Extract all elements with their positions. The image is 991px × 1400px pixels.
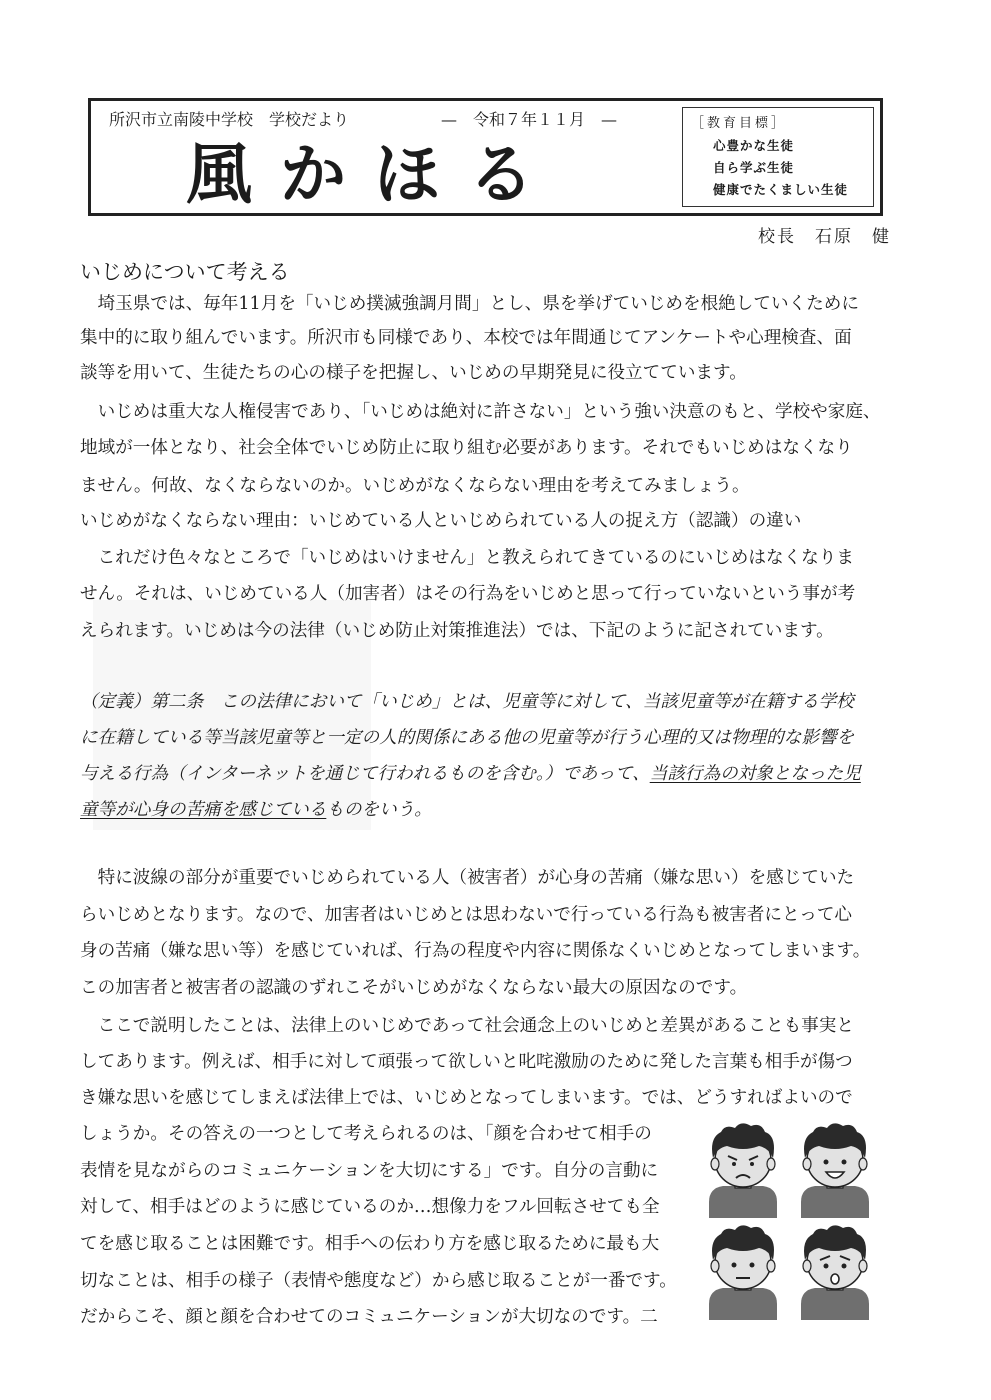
masthead	[88, 98, 883, 216]
goal-item: 心豊かな生徒	[713, 138, 795, 153]
education-goals-box	[682, 107, 874, 207]
issue-date: — 令和７年１１月 —	[441, 110, 618, 129]
law-quote-line: （定義）第二条 この法律において「いじめ」とは、児童等に対して、当該児童等が在籍する学校	[80, 692, 854, 712]
text-line: き嫌な思いを感じてしまえば法律上では、いじめとなってしまいます。では、どうすればよいので	[80, 1088, 853, 1108]
law-quote-underlined: 当該行為の対象となった児	[649, 764, 861, 784]
text-line: 埼玉県では、毎年11月を「いじめ撲滅強調月間」とし、県を挙げていじめを根絶していくために	[80, 294, 859, 314]
text-line: ません。何故、なくならないのか。いじめがなくならない理由を考えてみましょう。	[80, 476, 750, 496]
text-line: せん。それは、いじめている人（加害者）はその行為をいじめと思って行っていないという事が考	[80, 584, 856, 604]
text-line: 対して、相手はどのように感じているのか…想像力をフル回転させても全	[80, 1197, 660, 1217]
text-line: この加害者と被害者の認識のずれこそがいじめがなくならない最大の原因なのです。	[80, 978, 748, 998]
text-line: してあります。例えば、相手に対して頑張って欲しいと叱咤激励のために発した言葉も相手が傷つ	[80, 1052, 853, 1072]
text-line: てを感じ取ることは困難です。相手への伝わり方を感じ取るために最も大	[80, 1234, 660, 1254]
newsletter-title: 風かほる	[186, 136, 562, 213]
face-smiling	[801, 1123, 869, 1218]
text-line: 集中的に取り組んでいます。所沢市も同様であり、本校では年間通じてアンケートや心理検査、面	[80, 328, 852, 348]
text-line: 談等を用いて、生徒たちの心の様子を把握し、いじめの早期発見に役立てています。	[80, 363, 747, 383]
text-line: えられます。いじめは今の法律（いじめ防止対策推進法）では、下記のように記されています。	[80, 621, 834, 641]
text-line: 切なことは、相手の様子（表情や態度など）から感じ取ることが一番です。	[80, 1271, 677, 1291]
law-quote-text: 与える行為（インターネットを通じて行われるものを含む。）であって、	[80, 764, 650, 784]
law-quote-line	[80, 762, 861, 786]
faces-illustration	[700, 1112, 880, 1322]
law-quote-underlined: 童等が心身の苦痛を感じている	[80, 800, 327, 820]
school-name: 所沢市立南陵中学校 学校だより	[109, 110, 350, 129]
text-line: 身の苦痛（嫌な思い等）を感じていれば、行為の程度や内容に関係なくいじめとなってしまいます。	[80, 941, 871, 961]
goal-item: 健康でたくましい生徒	[713, 182, 849, 197]
text-line: ここで説明したことは、法律上のいじめであって社会通念上のいじめと差異があることも事実と	[80, 1016, 854, 1036]
subheading-line: いじめがなくならない理由：いじめている人といじめられている人の捉え方（認識）の違い	[80, 511, 802, 531]
text-line: 表情を見ながらのコミュニケーションを大切にする」です。自分の言動に	[80, 1161, 659, 1181]
text-line: これだけ色々なところで「いじめはいけません」と教えられてきているのにいじめはなくなりま	[80, 548, 854, 568]
text-line: しょうか。その答えの一つとして考えられるのは、「顔を合わせて相手の	[80, 1124, 652, 1144]
goals-heading: ［教育目標］	[691, 116, 788, 131]
text-line: 地域が一体となり、社会全体でいじめ防止に取り組む必要があります。それでもいじめはなくなり	[80, 438, 853, 458]
article-heading: いじめについて考える	[80, 260, 290, 284]
face-worried	[801, 1225, 869, 1320]
text-line: いじめは重大な人権侵害であり、「いじめは絶対に許さない」という強い決意のもと、学校や家庭、	[80, 402, 881, 422]
text-line: 特に波線の部分が重要でいじめられている人（被害者）が心身の苦痛（嫌な思い）を感じていた	[80, 868, 855, 888]
law-quote-line	[80, 798, 432, 822]
law-quote-line: に在籍している等当該児童等と一定の人的関係にある他の児童等が行う心理的又は物理的な影響を	[80, 728, 855, 748]
text-line: だからこそ、顔と顔を合わせてのコミュニケーションが大切なのです。二	[80, 1307, 658, 1327]
author: 校長 石原 健	[758, 227, 891, 247]
law-quote-text: ものをいう。	[326, 800, 432, 820]
face-angry	[709, 1123, 777, 1218]
face-neutral	[709, 1225, 777, 1320]
goal-item: 自ら学ぶ生徒	[713, 160, 795, 175]
text-line: らいじめとなります。なので、加害者はいじめとは思わないで行っている行為も被害者にとって心	[80, 905, 853, 925]
